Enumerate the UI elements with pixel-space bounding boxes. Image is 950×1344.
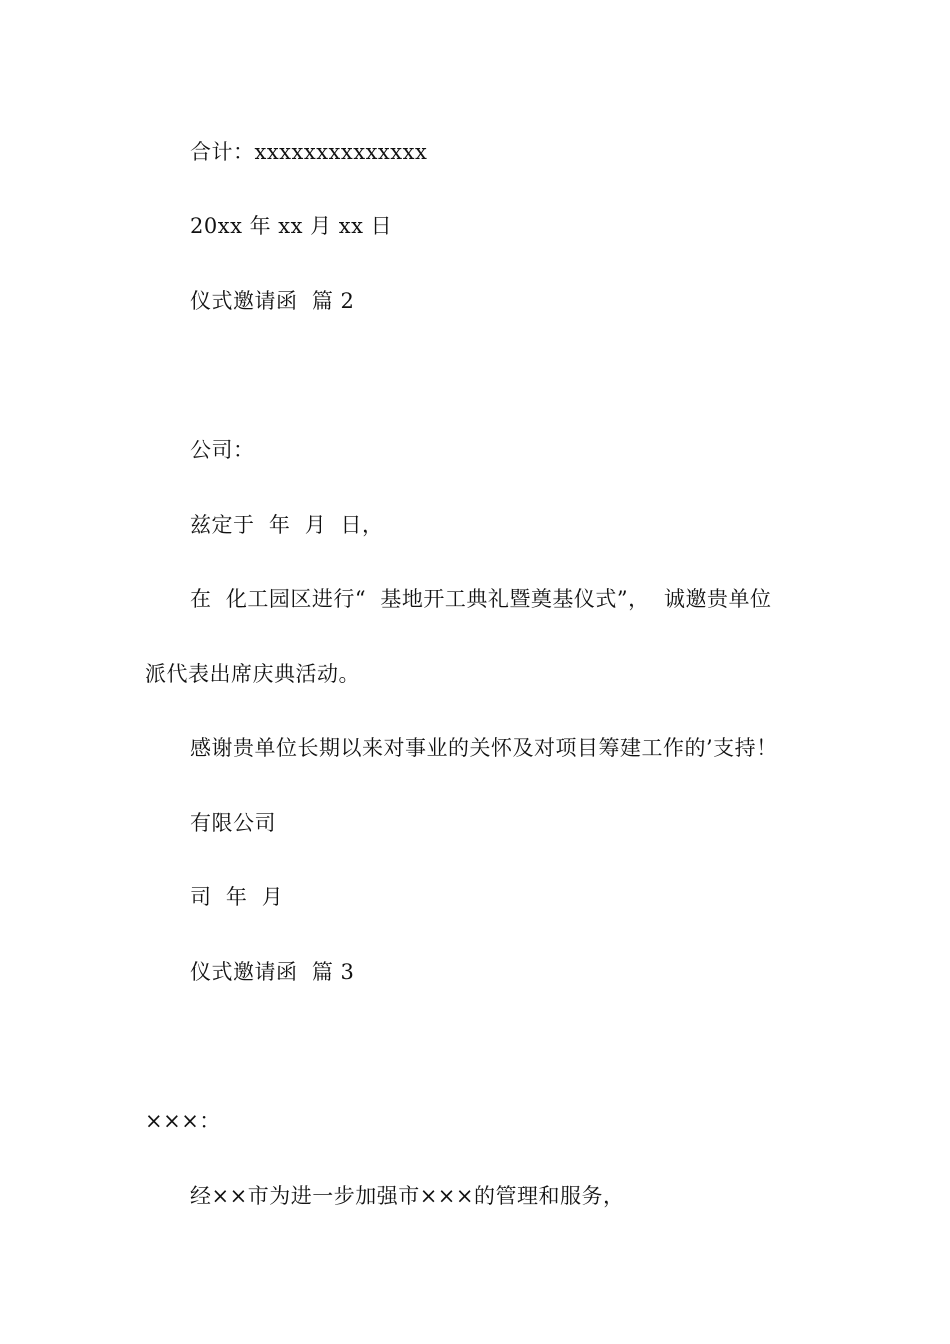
section-heading-3: 仪式邀请函 篇 3 — [190, 960, 355, 984]
salutation-placeholder: ×××： — [145, 1109, 221, 1133]
paragraph-invitation: 在 化工园区进行“ 基地开工典礼暨奠基仪式”， 诚邀贵单位 — [190, 587, 772, 611]
paragraph-invitation-continued: 派代表出席庆典活动。 — [145, 662, 360, 686]
section-heading-2: 仪式邀请函 篇 2 — [190, 289, 355, 313]
total-line: 合计：xxxxxxxxxxxxxx — [190, 140, 428, 164]
date-line: 20xx 年 xx 月 xx 日 — [190, 214, 393, 238]
paragraph-city: 经××市为进一步加强市×××的管理和服务， — [190, 1184, 625, 1208]
signature-date: 司 年 月 — [190, 885, 284, 909]
signature-company: 有限公司 — [190, 811, 276, 835]
salutation-company: 公司： — [190, 438, 255, 462]
paragraph-date: 兹定于 年 月 日， — [190, 513, 384, 537]
paragraph-thanks: 感谢贵单位长期以来对事业的关怀及对项目筹建工作的’支持！ — [190, 736, 778, 760]
